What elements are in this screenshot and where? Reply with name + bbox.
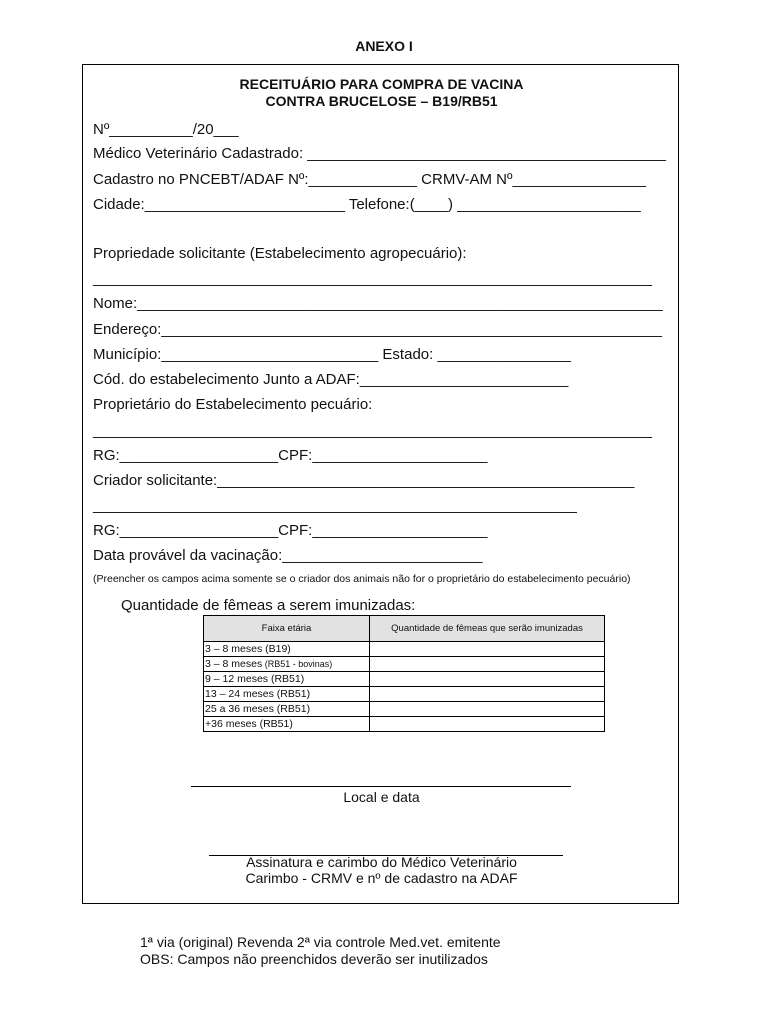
local-data-label: Local e data <box>343 789 420 805</box>
header-quantidade: Quantidade de fêmeas que serão imunizadas <box>370 616 605 642</box>
field-nome[interactable]: Nome:_______________________________________________________________ <box>93 295 663 312</box>
stamp-label: Carimbo - CRMV e nº de cadastro na ADAF <box>245 870 518 886</box>
form-title-line1: RECEITUÁRIO PARA COMPRA DE VACINA <box>239 76 524 92</box>
quantity-cell[interactable] <box>370 717 605 732</box>
age-range: 3 – 8 meses <box>205 643 263 655</box>
age-range: +36 meses <box>205 718 257 730</box>
quantity-cell[interactable] <box>370 702 605 717</box>
age-range-cell <box>204 672 370 687</box>
signature-label: Assinatura e carimbo do Médico Veterinário <box>246 854 517 870</box>
field-cidade-telefone[interactable]: Cidade:________________________ Telefone:(____) ______________________ <box>93 196 641 213</box>
age-range-cell <box>204 657 370 672</box>
vaccine-type: (RB51) <box>273 688 311 700</box>
field-proprietario-blank[interactable]: ___________________________________________________________________ <box>93 422 652 439</box>
age-range-cell <box>204 687 370 702</box>
table-row <box>204 642 605 657</box>
field-rg-cpf-criador[interactable]: RG:___________________CPF:_____________________ <box>93 522 488 539</box>
prescription-form <box>82 64 679 904</box>
table-row <box>204 717 605 732</box>
field-numero[interactable]: Nº__________/20___ <box>93 121 239 138</box>
field-rg-cpf-proprietario[interactable]: RG:___________________CPF:_____________________ <box>93 447 488 464</box>
field-municipio-estado[interactable]: Município:__________________________ Estado: ________________ <box>93 346 571 363</box>
vaccine-type: (RB51) <box>256 718 293 730</box>
field-data-vacinacao[interactable]: Data provável da vacinação:________________________ <box>93 547 483 564</box>
field-criador-blank[interactable]: __________________________________________________________ <box>93 497 577 514</box>
field-cadastro-crmv[interactable]: Cadastro no PNCEBT/ADAF Nº:_____________ CRMV-AM Nº________________ <box>93 171 646 188</box>
vaccine-type: (RB51) <box>268 673 305 685</box>
table-row <box>204 672 605 687</box>
form-title-line2: CONTRA BRUCELOSE – B19/RB51 <box>265 93 498 109</box>
local-data-signature-line[interactable] <box>191 786 571 787</box>
vaccine-type: (RB51) <box>273 703 311 715</box>
field-criador-solicitante[interactable]: Criador solicitante:__________________________________________________ <box>93 472 635 489</box>
table-row <box>204 702 605 717</box>
age-range-cell <box>204 702 370 717</box>
quantity-cell[interactable] <box>370 687 605 702</box>
immunization-table <box>203 615 605 732</box>
age-range: 25 a 36 meses <box>205 703 274 715</box>
age-range: 13 – 24 meses <box>205 688 274 700</box>
fill-instruction-note: (Preencher os campos acima somente se o criador dos animais não for o proprietário do estabelecimento pecuário) <box>93 573 631 585</box>
age-range: 3 – 8 meses <box>205 658 263 670</box>
header-faixa-etaria: Faixa etária <box>204 616 370 642</box>
vaccine-type: (RB51 - bovinas) <box>262 659 333 669</box>
quantity-cell[interactable] <box>370 642 605 657</box>
quantity-cell[interactable] <box>370 672 605 687</box>
age-range: 9 – 12 meses <box>205 673 269 685</box>
quantity-title: Quantidade de fêmeas a serem imunizadas: <box>121 597 416 614</box>
quantity-cell[interactable] <box>370 657 605 672</box>
table-row <box>204 687 605 702</box>
footer-obs: OBS: Campos não preenchidos deverão ser inutilizados <box>140 951 488 967</box>
field-endereco[interactable]: Endereço:____________________________________________________________ <box>93 321 662 338</box>
annex-title: ANEXO I <box>355 38 413 54</box>
field-propriedade-label: Propriedade solicitante (Estabelecimento agropecuário): <box>93 245 467 262</box>
field-proprietario-label: Proprietário do Estabelecimento pecuário: <box>93 396 373 413</box>
table-row <box>204 657 605 672</box>
age-range-cell <box>204 642 370 657</box>
field-codigo-estabelecimento[interactable]: Cód. do estabelecimento Junto a ADAF:_________________________ <box>93 371 569 388</box>
field-medico-veterinario[interactable]: Médico Veterinário Cadastrado: ___________________________________________ <box>93 145 667 162</box>
vaccine-type: (B19) <box>262 643 291 655</box>
footer-vias: 1ª via (original) Revenda 2ª via controle Med.vet. emitente <box>140 934 501 950</box>
field-propriedade-blank[interactable]: ___________________________________________________________________ <box>93 270 652 287</box>
age-range-cell <box>204 717 370 732</box>
